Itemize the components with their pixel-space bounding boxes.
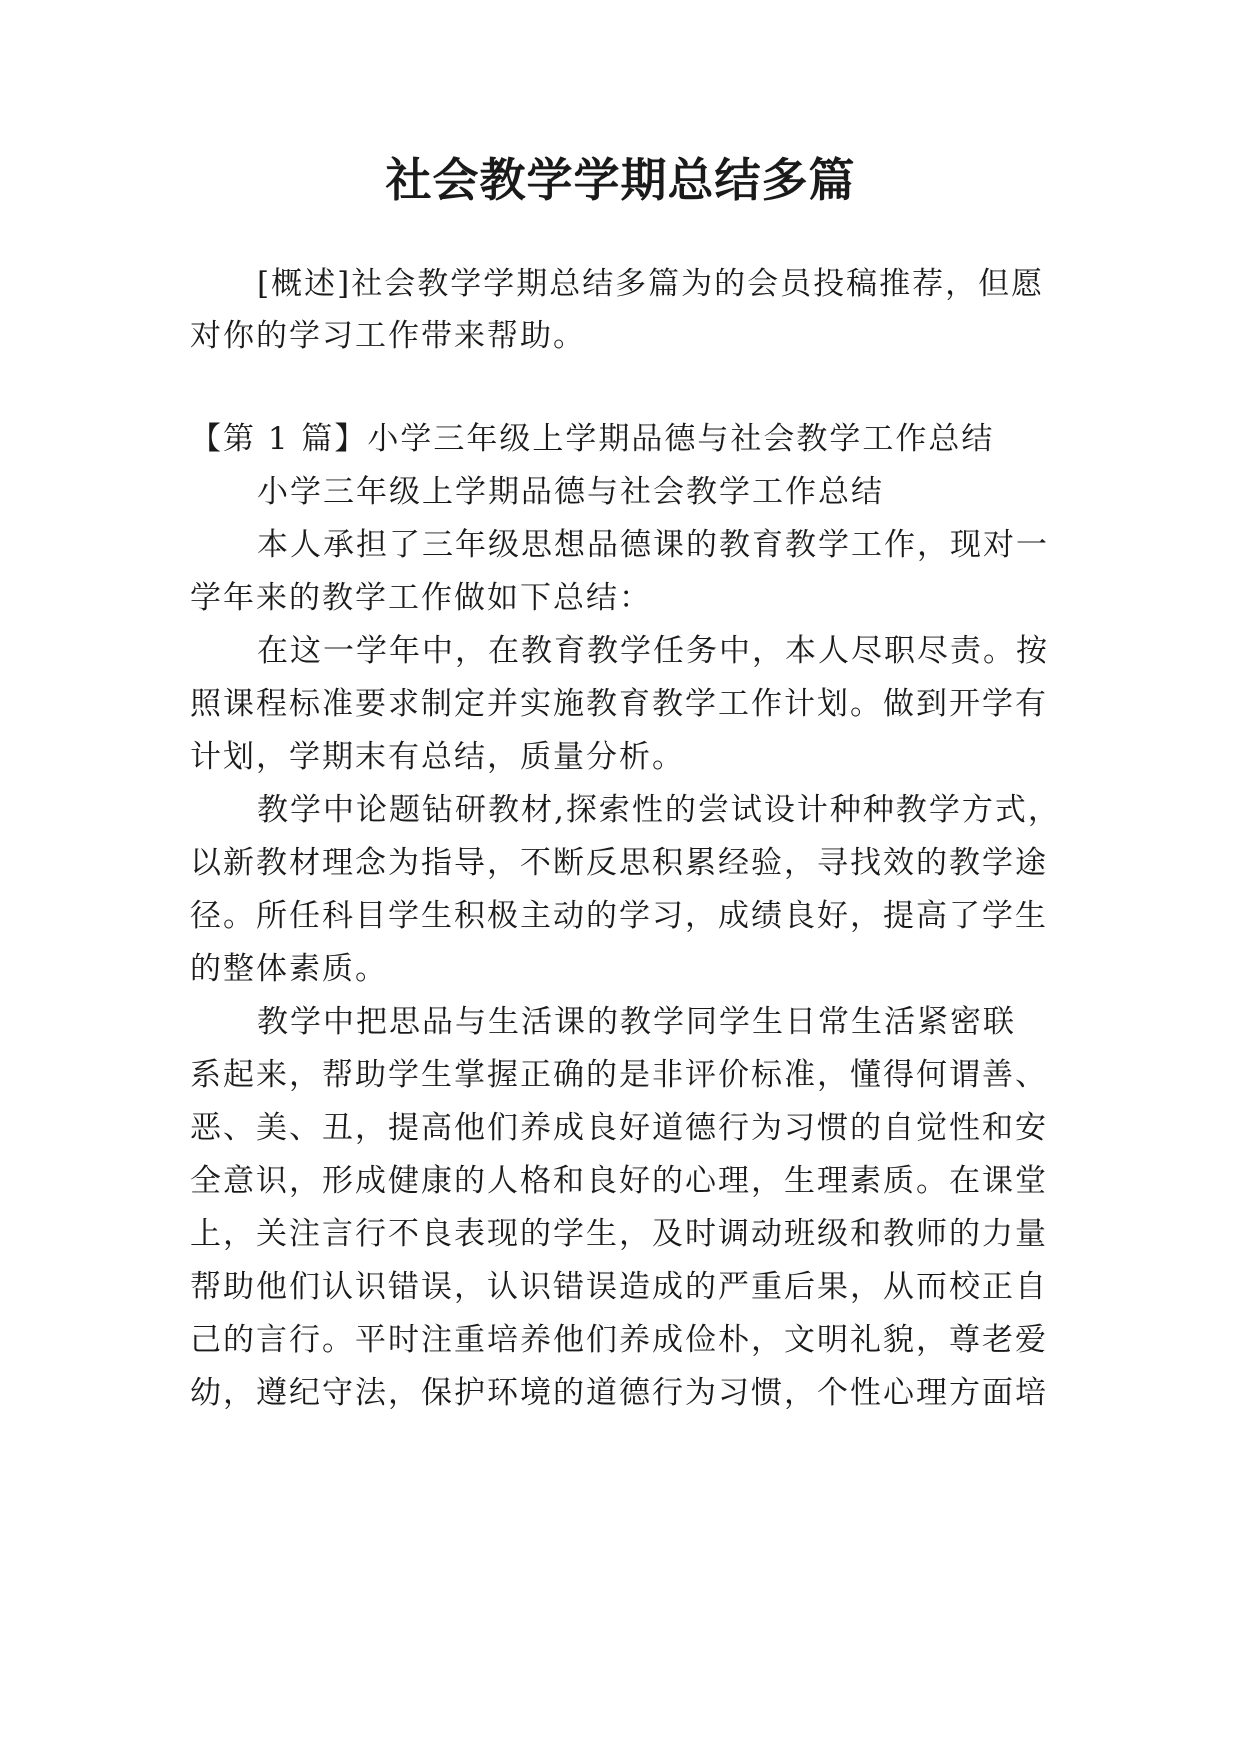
document-title: 社会教学学期总结多篇 <box>385 153 856 207</box>
section-subtitle: 小学三年级上学期品德与社会教学工作总结 <box>257 474 884 510</box>
paragraph-line: 帮助他们认识错误，认识错误造成的严重后果，从而校正自 <box>190 1269 1048 1305</box>
paragraph-line: 计划，学期末有总结，质量分析。 <box>190 739 685 775</box>
paragraph-line: 径。所任科目学生积极主动的学习，成绩良好，提高了学生 <box>190 898 1048 934</box>
paragraph-line: 以新教材理念为指导，不断反思积累经验，寻找效的教学途 <box>190 845 1048 881</box>
section-heading: 【第 1 篇】小学三年级上学期品德与社会教学工作总结 <box>190 421 995 457</box>
paragraph-line: 己的言行。平时注重培养他们养成俭朴，文明礼貌，尊老爱 <box>190 1322 1048 1358</box>
summary-line-2: 对你的学习工作带来帮助。 <box>190 318 586 354</box>
paragraph-line: 教学中把思品与生活课的教学同学生日常生活紧密联 <box>257 1004 1016 1040</box>
paragraph-line: 幼，遵纪守法，保护环境的道德行为习惯，个性心理方面培 <box>190 1375 1048 1411</box>
paragraph-line: 教学中论题钻研教材,探索性的尝试设计种种教学方式， <box>257 792 1061 828</box>
paragraph-line: 本人承担了三年级思想品德课的教育教学工作，现对一 <box>257 527 1049 563</box>
paragraph-line: 系起来，帮助学生掌握正确的是非评价标准，懂得何谓善、 <box>190 1057 1048 1093</box>
paragraph-line: 全意识，形成健康的人格和良好的心理，生理素质。在课堂 <box>190 1163 1048 1199</box>
paragraph-line: 恶、美、丑，提高他们养成良好道德行为习惯的自觉性和安 <box>190 1110 1048 1146</box>
paragraph-line: 上，关注言行不良表现的学生，及时调动班级和教师的力量 <box>190 1216 1048 1252</box>
summary-line-1: [概述]社会教学学期总结多篇为的会员投稿推荐，但愿 <box>257 266 1045 302</box>
paragraph-line: 在这一学年中，在教育教学任务中，本人尽职尽责。按 <box>257 633 1049 669</box>
paragraph-line: 照课程标准要求制定并实施教育教学工作计划。做到开学有 <box>190 686 1048 722</box>
paragraph-line: 的整体素质。 <box>190 951 388 987</box>
paragraph-line: 学年来的教学工作做如下总结： <box>190 580 652 616</box>
